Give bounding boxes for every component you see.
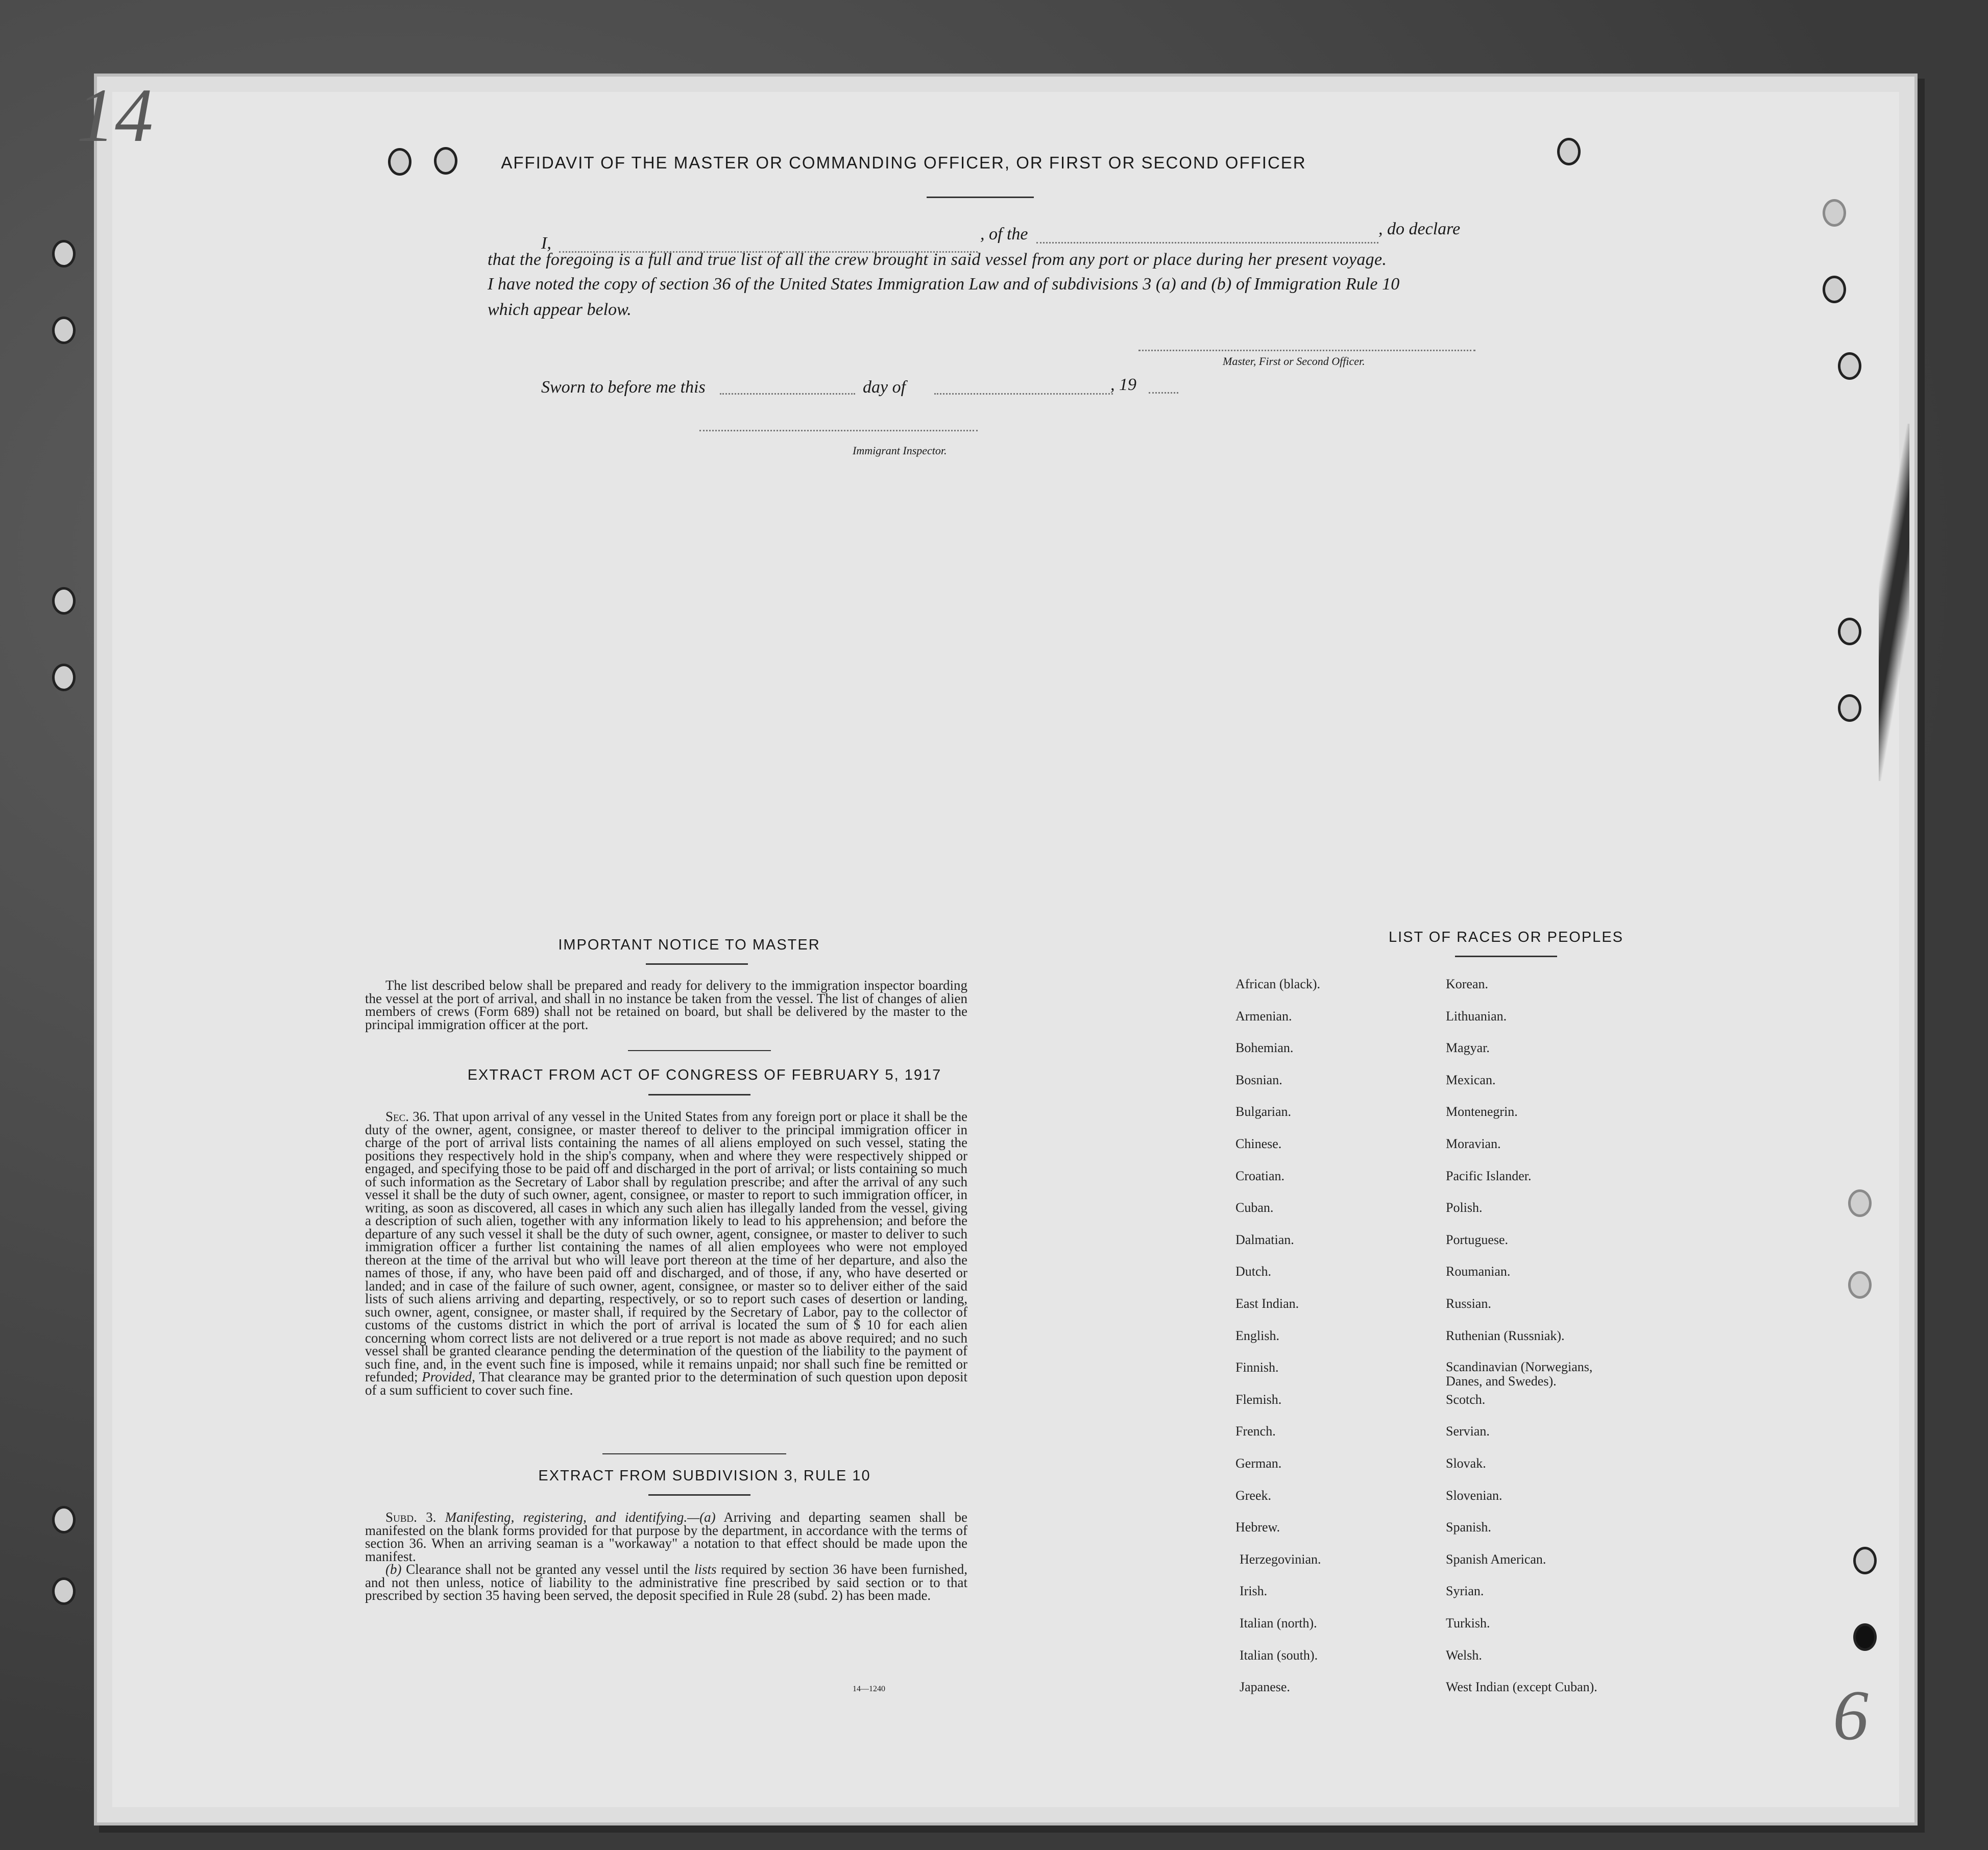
race-item: French.	[1235, 1424, 1276, 1439]
race-item: Syrian.	[1446, 1584, 1484, 1598]
year-field[interactable]	[1149, 392, 1178, 394]
notice-text: The list described below shall be prepared and ready for delivery to the immigration inspector boarding the vessel at the port of arrival, and shall in no instance be taken from the vessel. The list of changes of alien members of crews (Form 689) shall not be retained on board, but shall be delivered by the master to the principal immigration officer at the port.	[365, 978, 967, 1032]
race-item: Ruthenian (Russniak).	[1446, 1328, 1565, 1343]
race-item: Hebrew.	[1235, 1520, 1280, 1535]
sworn-month-field[interactable]	[934, 393, 1113, 395]
race-item: Scotch.	[1446, 1392, 1486, 1407]
race-item: Slovak.	[1446, 1456, 1486, 1471]
punch-hole	[52, 1577, 76, 1605]
divider	[646, 963, 748, 965]
sworn-label: Sworn to before me this	[541, 378, 706, 397]
act-extract-text	[365, 1110, 967, 1397]
divider	[628, 1050, 771, 1051]
punch-hole	[1823, 276, 1846, 303]
vessel-name-field[interactable]	[1036, 242, 1378, 244]
race-item: Croatian.	[1235, 1169, 1285, 1183]
rule-extract-title: EXTRACT FROM SUBDIVISION 3, RULE 10	[538, 1468, 871, 1484]
race-item: Chinese.	[1235, 1136, 1282, 1151]
form-number: 14—1240	[853, 1685, 885, 1693]
divider	[1455, 956, 1557, 957]
divider	[648, 1094, 750, 1096]
punch-hole	[1848, 1271, 1872, 1299]
rule-text-b: Clearance shall not be granted any vessel until the	[406, 1562, 690, 1577]
race-item: Italian (south).	[1240, 1648, 1318, 1663]
punch-hole	[1823, 199, 1846, 227]
race-item: Bulgarian.	[1235, 1104, 1292, 1119]
notice-title: IMPORTANT NOTICE TO MASTER	[558, 937, 820, 953]
inspector-signature-field[interactable]	[699, 430, 978, 431]
affidavit-title: AFFIDAVIT OF THE MASTER OR COMMANDING OFFICER, OR FIRST OR SECOND OFFICER	[501, 153, 1306, 172]
race-item: East Indian.	[1235, 1296, 1299, 1311]
sworn-day-field[interactable]	[720, 393, 855, 395]
document-page	[77, 73, 1899, 1807]
handwritten-mark: 14	[77, 73, 153, 158]
rule-text-b-end: required by section 36 have been furnished, and not then unless, notice of liability to the administrative fine prescribed by said section or to that prescribed by section 35 having been served, the deposit specified in Rule 28 (subd. 2) has been made.	[365, 1562, 968, 1603]
affidavit-of-the: , of the	[980, 225, 1028, 244]
provided-label: Provided,	[422, 1369, 475, 1384]
race-item: English.	[1235, 1328, 1279, 1343]
race-item: Welsh.	[1446, 1648, 1482, 1663]
race-item: Montenegrin.	[1446, 1104, 1518, 1119]
rule-text-a: Arriving and departing seamen shall be manifested on the blank forms provided for that purpose by the department, in accordance with the terms of section 36. When an arriving seaman is a "workaway" a notation to that effect should be made upon the manifest.	[365, 1510, 968, 1564]
race-item: Portuguese.	[1446, 1232, 1509, 1247]
race-item: West Indian (except Cuban).	[1446, 1679, 1597, 1694]
race-item: Mexican.	[1446, 1073, 1496, 1087]
affidavit-declare: , do declare	[1378, 220, 1461, 238]
master-signature-field[interactable]	[1138, 350, 1475, 351]
race-item: Bohemian.	[1235, 1040, 1294, 1055]
inspector-label: Immigrant Inspector.	[853, 444, 947, 457]
race-item: Roumanian.	[1446, 1264, 1511, 1279]
race-item: Finnish.	[1235, 1360, 1279, 1375]
race-item: Spanish.	[1446, 1520, 1491, 1535]
section-label: Sec. 36.	[385, 1109, 430, 1124]
race-item: Japanese.	[1240, 1679, 1290, 1694]
rule-extract-text	[365, 1511, 967, 1602]
race-item: German.	[1235, 1456, 1282, 1471]
punch-hole	[1838, 694, 1861, 722]
rule-text-lists: lists	[694, 1562, 717, 1577]
race-item: Herzegovinian.	[1240, 1552, 1321, 1567]
punch-hole	[1853, 1547, 1877, 1574]
punch-hole	[52, 664, 76, 691]
punch-hole	[52, 317, 76, 344]
race-item: Pacific Islander.	[1446, 1169, 1532, 1183]
race-item: Bosnian.	[1235, 1073, 1282, 1087]
race-item: Cuban.	[1235, 1200, 1274, 1215]
race-item: African (black).	[1235, 977, 1321, 991]
race-item: Dalmatian.	[1235, 1232, 1294, 1247]
race-item: Polish.	[1446, 1200, 1483, 1215]
race-item: Dutch.	[1235, 1264, 1272, 1279]
punch-hole	[1853, 1623, 1877, 1651]
race-item: Magyar.	[1446, 1040, 1490, 1055]
ink-stroke	[1879, 424, 1909, 781]
subdivision-title: Manifesting, registering, and identifying.—(a)	[445, 1510, 716, 1525]
affidavit-i: I,	[541, 234, 551, 253]
act-body-end: That clearance may be granted prior to the determination of such question upon deposit of a sum sufficient to cover such fine.	[365, 1369, 968, 1398]
rule-b-label: (b)	[385, 1562, 402, 1577]
race-item: Armenian.	[1235, 1009, 1292, 1024]
race-item: Russian.	[1446, 1296, 1491, 1311]
race-item: Scandinavian (Norwegians, Danes, and Swedes).	[1446, 1359, 1593, 1389]
races-title: LIST OF RACES OR PEOPLES	[1388, 929, 1624, 945]
race-item: Servian.	[1446, 1424, 1490, 1439]
affidavit-line: I have noted the copy of section 36 of the United States Immigration Law and of subdivisions 3 (a) and (b) of Immigration Rule 10	[488, 275, 1400, 294]
punch-hole	[52, 1506, 76, 1533]
race-item: Turkish.	[1446, 1616, 1490, 1630]
race-item: Spanish American.	[1446, 1552, 1546, 1567]
punch-hole	[52, 587, 76, 615]
race-item: Slovenian.	[1446, 1488, 1502, 1503]
act-body: That upon arrival of any vessel in the United States from any foreign port or place it shall be the duty of the owner, agent, consignee, or master thereof to deliver to the principal immigration officer in charge of the port of arrival lists containing the names of all aliens employed on such vessel, stating the positions they respectively hold in the ship's company, when and where they were respectively shipped or engaged, and specifying those to be paid off and discharged in the port of arrival; or lists containing so much of such information as the Secretary of Labor shall by regulation prescribe; and after the arrival of any such vessel it shall be the duty of such owner, agent, consignee, or master to report to such immigration officer, in writing, as soon as discovered, all cases in which any such alien has illegally landed from the vessel, giving a description of such alien, together with any information likely to lead to his apprehension; and before the departure of any such vessel it shall be the duty of such owner, agent, consignee, or master to deliver to such immigration officer a further list containing the names of all alien employees who were not employed thereon at the time of the arrival but who will leave port thereon at the time of her departure, and also the names of those, if any, who have been paid off and discharged, and of those, if any, who have deserted or landed; and in case of the failure of such owner, agent, consignee, or master so to deliver either of the said lists of such aliens arriving and departing, respectively, or so to report such cases of desertion or landing, such owner, agent, consignee, or master shall, if required by the Secretary of Labor, pay to the collector of customs of the customs district in which the port of arrival is located the sum of $ 10 for each alien concerning whom correct lists are not delivered or a true report is not made as above required; and no such vessel shall be granted clearance pending the determination of the question of the liability to the payment of such fine, and, in the event such fine is imposed, while it remains unpaid; nor shall such fine be remitted or refunded;	[365, 1109, 968, 1384]
affidavit-line: that the foregoing is a full and true list of all the crew brought in said vessel from any port or place during her present voyage.	[488, 250, 1387, 269]
race-item: Moravian.	[1446, 1136, 1501, 1151]
punch-hole	[1838, 352, 1861, 380]
race-item: Flemish.	[1235, 1392, 1282, 1407]
punch-hole	[52, 240, 76, 267]
affidavit-line: which appear below.	[488, 300, 632, 319]
race-item: Greek.	[1235, 1488, 1272, 1503]
act-extract-title: EXTRACT FROM ACT OF CONGRESS OF FEBRUARY 5, 1917	[467, 1067, 942, 1083]
divider	[648, 1494, 750, 1496]
divider	[927, 197, 1034, 198]
document-sheet	[77, 73, 1914, 1822]
race-item: Korean.	[1446, 977, 1489, 991]
day-of-label: day of	[863, 378, 906, 397]
handwritten-mark: 6	[1833, 1676, 1869, 1755]
master-signature-label: Master, First or Second Officer.	[1223, 355, 1365, 368]
divider	[602, 1453, 786, 1454]
punch-hole	[1848, 1189, 1872, 1217]
race-item: Irish.	[1240, 1584, 1268, 1598]
punch-hole	[1838, 618, 1861, 645]
subdivision-label: Subd. 3.	[385, 1510, 437, 1525]
year-label: , 19	[1110, 375, 1136, 394]
race-item: Lithuanian.	[1446, 1009, 1507, 1024]
race-item: Italian (north).	[1240, 1616, 1317, 1630]
